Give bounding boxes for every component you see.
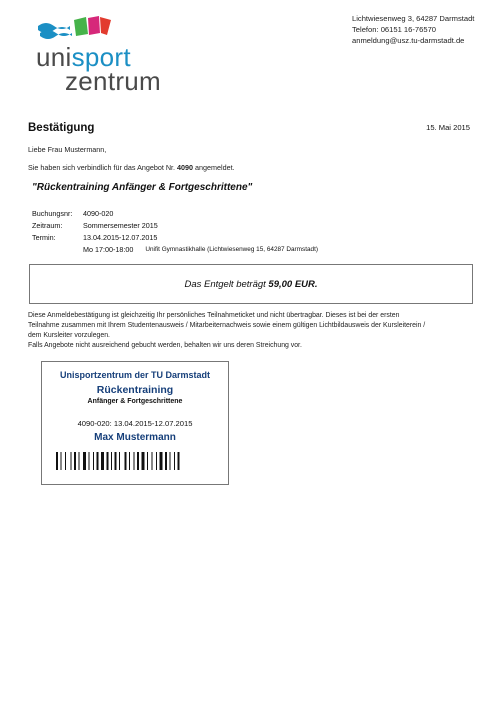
barcode-bar (134, 452, 135, 470)
barcode-bar (61, 452, 62, 470)
barcode-bar (142, 452, 145, 470)
detail-row-schedule: Mo 17:00-18:00 Unifit Gymnastikhalle (Lichtwiesenweg 15, 64287 Darmstadt) (83, 245, 318, 254)
barcode-bar (129, 452, 130, 470)
detail-row-dates: Termin: 13.04.2015-12.07.2015 (32, 233, 158, 242)
barcode-bar (83, 452, 86, 470)
barcode-bar (137, 452, 139, 470)
barcode-bar (125, 452, 127, 470)
detail-row-booking: Buchungsnr: 4090-020 (32, 209, 114, 218)
barcode-bar (170, 452, 171, 470)
offer-number: 4090 (177, 163, 194, 172)
barcode-bar (174, 452, 175, 470)
barcode-bar (178, 452, 180, 470)
barcode-bar (56, 452, 58, 470)
intro-sentence: Sie haben sich verbindlich für das Angebot Nr. 4090 angemeldet. (28, 163, 235, 172)
detail-row-period: Zeitraum: Sommersemester 2015 (32, 221, 158, 230)
ticket-dates: 4090-020: 13.04.2015-12.07.2015 (77, 419, 193, 428)
address-phone: Telefon: 06151 16-76570 (352, 25, 437, 34)
address-street: Lichtwiesenweg 3, 64287 Darmstadt (352, 14, 475, 23)
barcode-bar (97, 452, 99, 470)
barcode-bar (115, 452, 117, 470)
contact-address (352, 13, 474, 46)
unisport-logo (36, 14, 166, 94)
barcode-bar (165, 452, 167, 470)
participant-ticket (41, 361, 229, 485)
letter-date: 15. Mai 2015 (426, 123, 470, 132)
logo-word-zentrum: zentrum (65, 66, 162, 96)
barcode-bar (101, 452, 104, 470)
barcode-bar (107, 452, 109, 470)
barcode-bar (152, 452, 153, 470)
ticket-organization: Unisportzentrum der TU Darmstadt (59, 370, 211, 380)
barcode-bar (160, 452, 163, 470)
barcode-bar (65, 452, 66, 470)
barcode-bar (147, 452, 148, 470)
barcode-bar (111, 452, 112, 470)
barcode-bar (79, 452, 80, 470)
fee-box (29, 264, 473, 304)
barcode-bar (119, 452, 120, 470)
barcode-bar (74, 452, 76, 470)
ticket-course: Rückentraining (96, 384, 174, 396)
barcode-bar (71, 452, 72, 470)
notice-text: Diese Anmeldebestätigung ist gleichzeitig Ihr persönliches Teilnahmeticket und nicht übertragbar. Dieses ist bei der ersten Teilnahme zusammen mit Ihrem Studentenausweis / Mitarbeiternachweis sowie einem gültigen Lichtbildausweis der Kursleiterein / dem Kursleiter vorzulegen. Falls Angebote nicht ausreichend gebucht werden, behalten wir uns deren Streichung vor. (28, 312, 426, 349)
fee-text: Das Entgelt beträgt 59,00 EUR. (184, 279, 318, 290)
logo-word-unisport: unisport (36, 42, 131, 72)
barcode-bar (156, 452, 157, 470)
ticket-level: Anfänger & Fortgeschrittene (87, 398, 183, 405)
booking-details (32, 208, 318, 256)
ticket-participant: Max Mustermann (94, 432, 176, 443)
barcode-bar (89, 452, 90, 470)
page-title: Bestätigung (28, 122, 95, 134)
logo-flags-icon (36, 14, 116, 40)
barcode-bar (93, 452, 94, 470)
salutation: Liebe Frau Mustermann, (28, 145, 107, 154)
offer-title: "Rückentraining Anfänger & Fortgeschrittene" (32, 182, 253, 193)
barcode-icon (56, 452, 216, 470)
fee-amount: 59,00 EUR. (268, 279, 318, 290)
address-email[interactable]: anmeldung@usz.tu-darmstadt.de (352, 36, 465, 45)
